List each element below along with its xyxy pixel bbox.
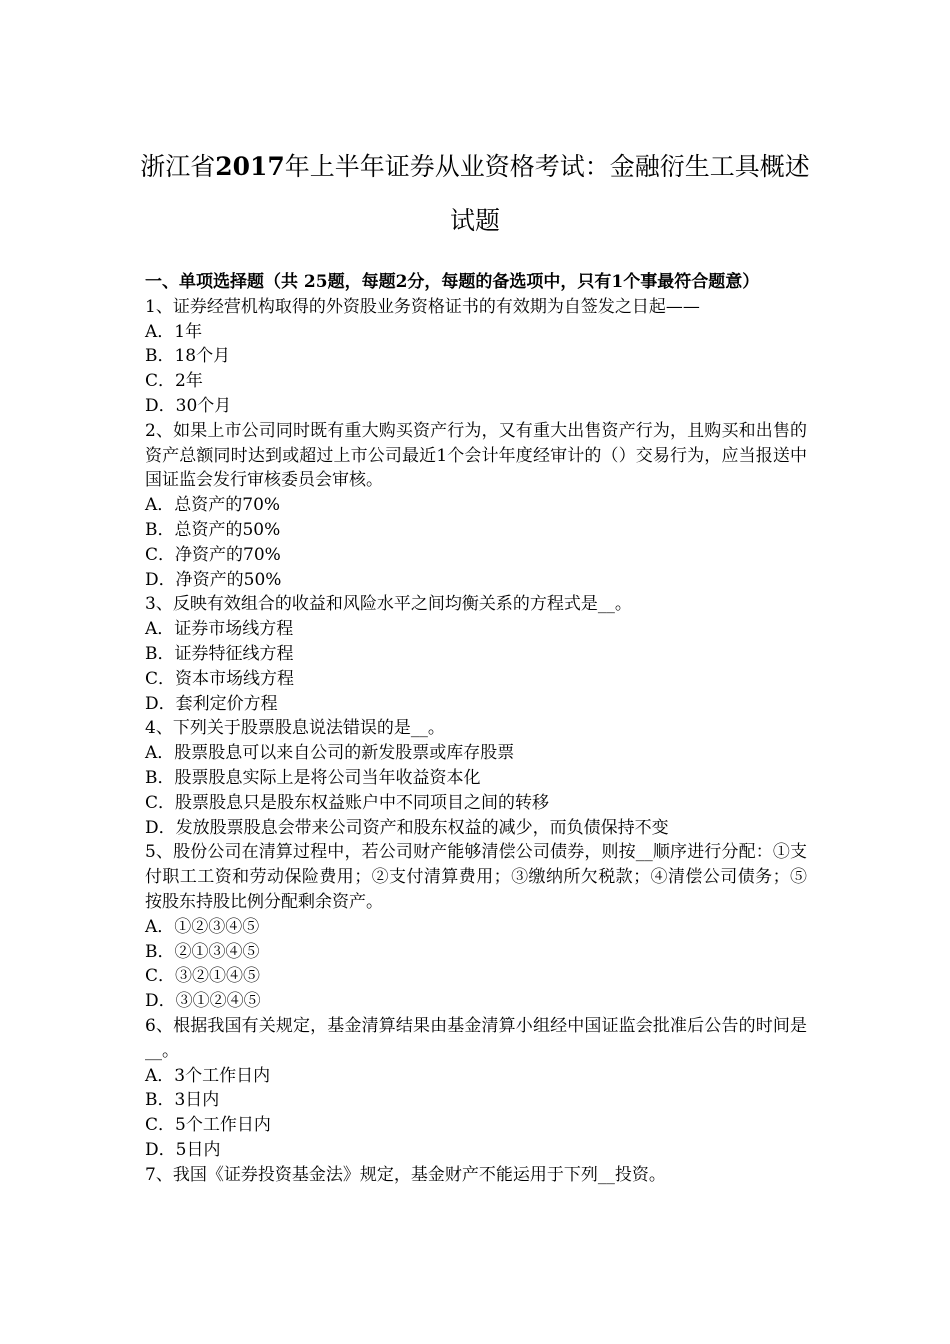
question-3 <box>145 592 807 716</box>
option-a: A．股票股息可以来自公司的新发股票或库存股票 <box>145 743 515 764</box>
option-a: A．3个工作日内 <box>145 1065 271 1086</box>
title-rest: 年上半年证券从业资格考试：金融衍生工具概述试题 <box>284 152 810 235</box>
question-stem: 5、股份公司在清算过程中，若公司财产能够清偿公司债券，则按__顺序进行分配：①支付职工工资和劳动保险费用；②支付清算费用；③缴纳所欠税款；④清偿公司债务；⑤按股东持股比例分配剩余资产。 <box>145 842 807 912</box>
option-c: C．股票股息只是股东权益账户中不同项目之间的转移 <box>145 792 550 813</box>
document-title <box>140 140 810 248</box>
option-d: D．③①②④⑤ <box>145 991 261 1012</box>
option-d: D．净资产的50% <box>145 569 282 590</box>
question-stem: 1、证券经营机构取得的外资股业务资格证书的有效期为自签发之日起—— <box>145 296 700 317</box>
option-d: D．发放股票股息会带来公司资产和股东权益的减少，而负债保持不变 <box>145 817 669 838</box>
option-b: B．股票股息实际上是将公司当年收益资本化 <box>145 767 481 788</box>
question-stem: 2、如果上市公司同时既有重大购买资产行为，又有重大出售资产行为，且购买和出售的资产总额同时达到或超过上市公司最近1个会计年度经审计的（）交易行为，应当报送中国证监会发行审核委员会审核。 <box>145 420 807 491</box>
title-year: 2017 <box>215 152 285 181</box>
option-b: B．18个月 <box>145 346 231 367</box>
question-stem: 4、下列关于股票股息说法错误的是__。 <box>145 718 445 739</box>
section-heading: 一、单项选择题（共 25题，每题2分，每题的备选项中，只有1个事最符合题意） <box>145 272 760 292</box>
title-prefix: 浙江省 <box>140 152 216 181</box>
option-c: C．净资产的70% <box>145 544 281 565</box>
option-b: B．3日内 <box>145 1090 220 1111</box>
question-5 <box>145 840 807 1014</box>
question-7 <box>145 1163 807 1188</box>
document-body <box>145 270 807 1187</box>
option-a: A．①②③④⑤ <box>145 916 260 937</box>
option-d: D．30个月 <box>145 395 232 416</box>
option-a: A．1年 <box>145 321 203 342</box>
option-a: A．总资产的70% <box>145 495 281 516</box>
question-stem: 3、反映有效组合的收益和风险水平之间均衡关系的方程式是__。 <box>145 594 632 615</box>
question-2 <box>145 419 807 593</box>
option-a: A．证券市场线方程 <box>145 619 294 640</box>
option-b: B．②①③④⑤ <box>145 941 260 962</box>
option-c: C．5个工作日内 <box>145 1115 271 1136</box>
option-d: D．5日内 <box>145 1139 221 1160</box>
question-stem: 6、根据我国有关规定，基金清算结果由基金清算小组经中国证监会批准后公告的时间是__。 <box>145 1015 807 1061</box>
option-b: B．证券特征线方程 <box>145 643 294 664</box>
option-b: B．总资产的50% <box>145 519 281 540</box>
question-4 <box>145 716 807 840</box>
question-stem: 7、我国《证券投资基金法》规定，基金财产不能运用于下列__投资。 <box>145 1164 666 1185</box>
question-1 <box>145 295 807 419</box>
option-c: C．资本市场线方程 <box>145 668 295 689</box>
question-6 <box>145 1014 807 1163</box>
option-d: D．套利定价方程 <box>145 693 278 714</box>
option-c: C．③②①④⑤ <box>145 966 261 987</box>
option-c: C．2年 <box>145 371 203 392</box>
